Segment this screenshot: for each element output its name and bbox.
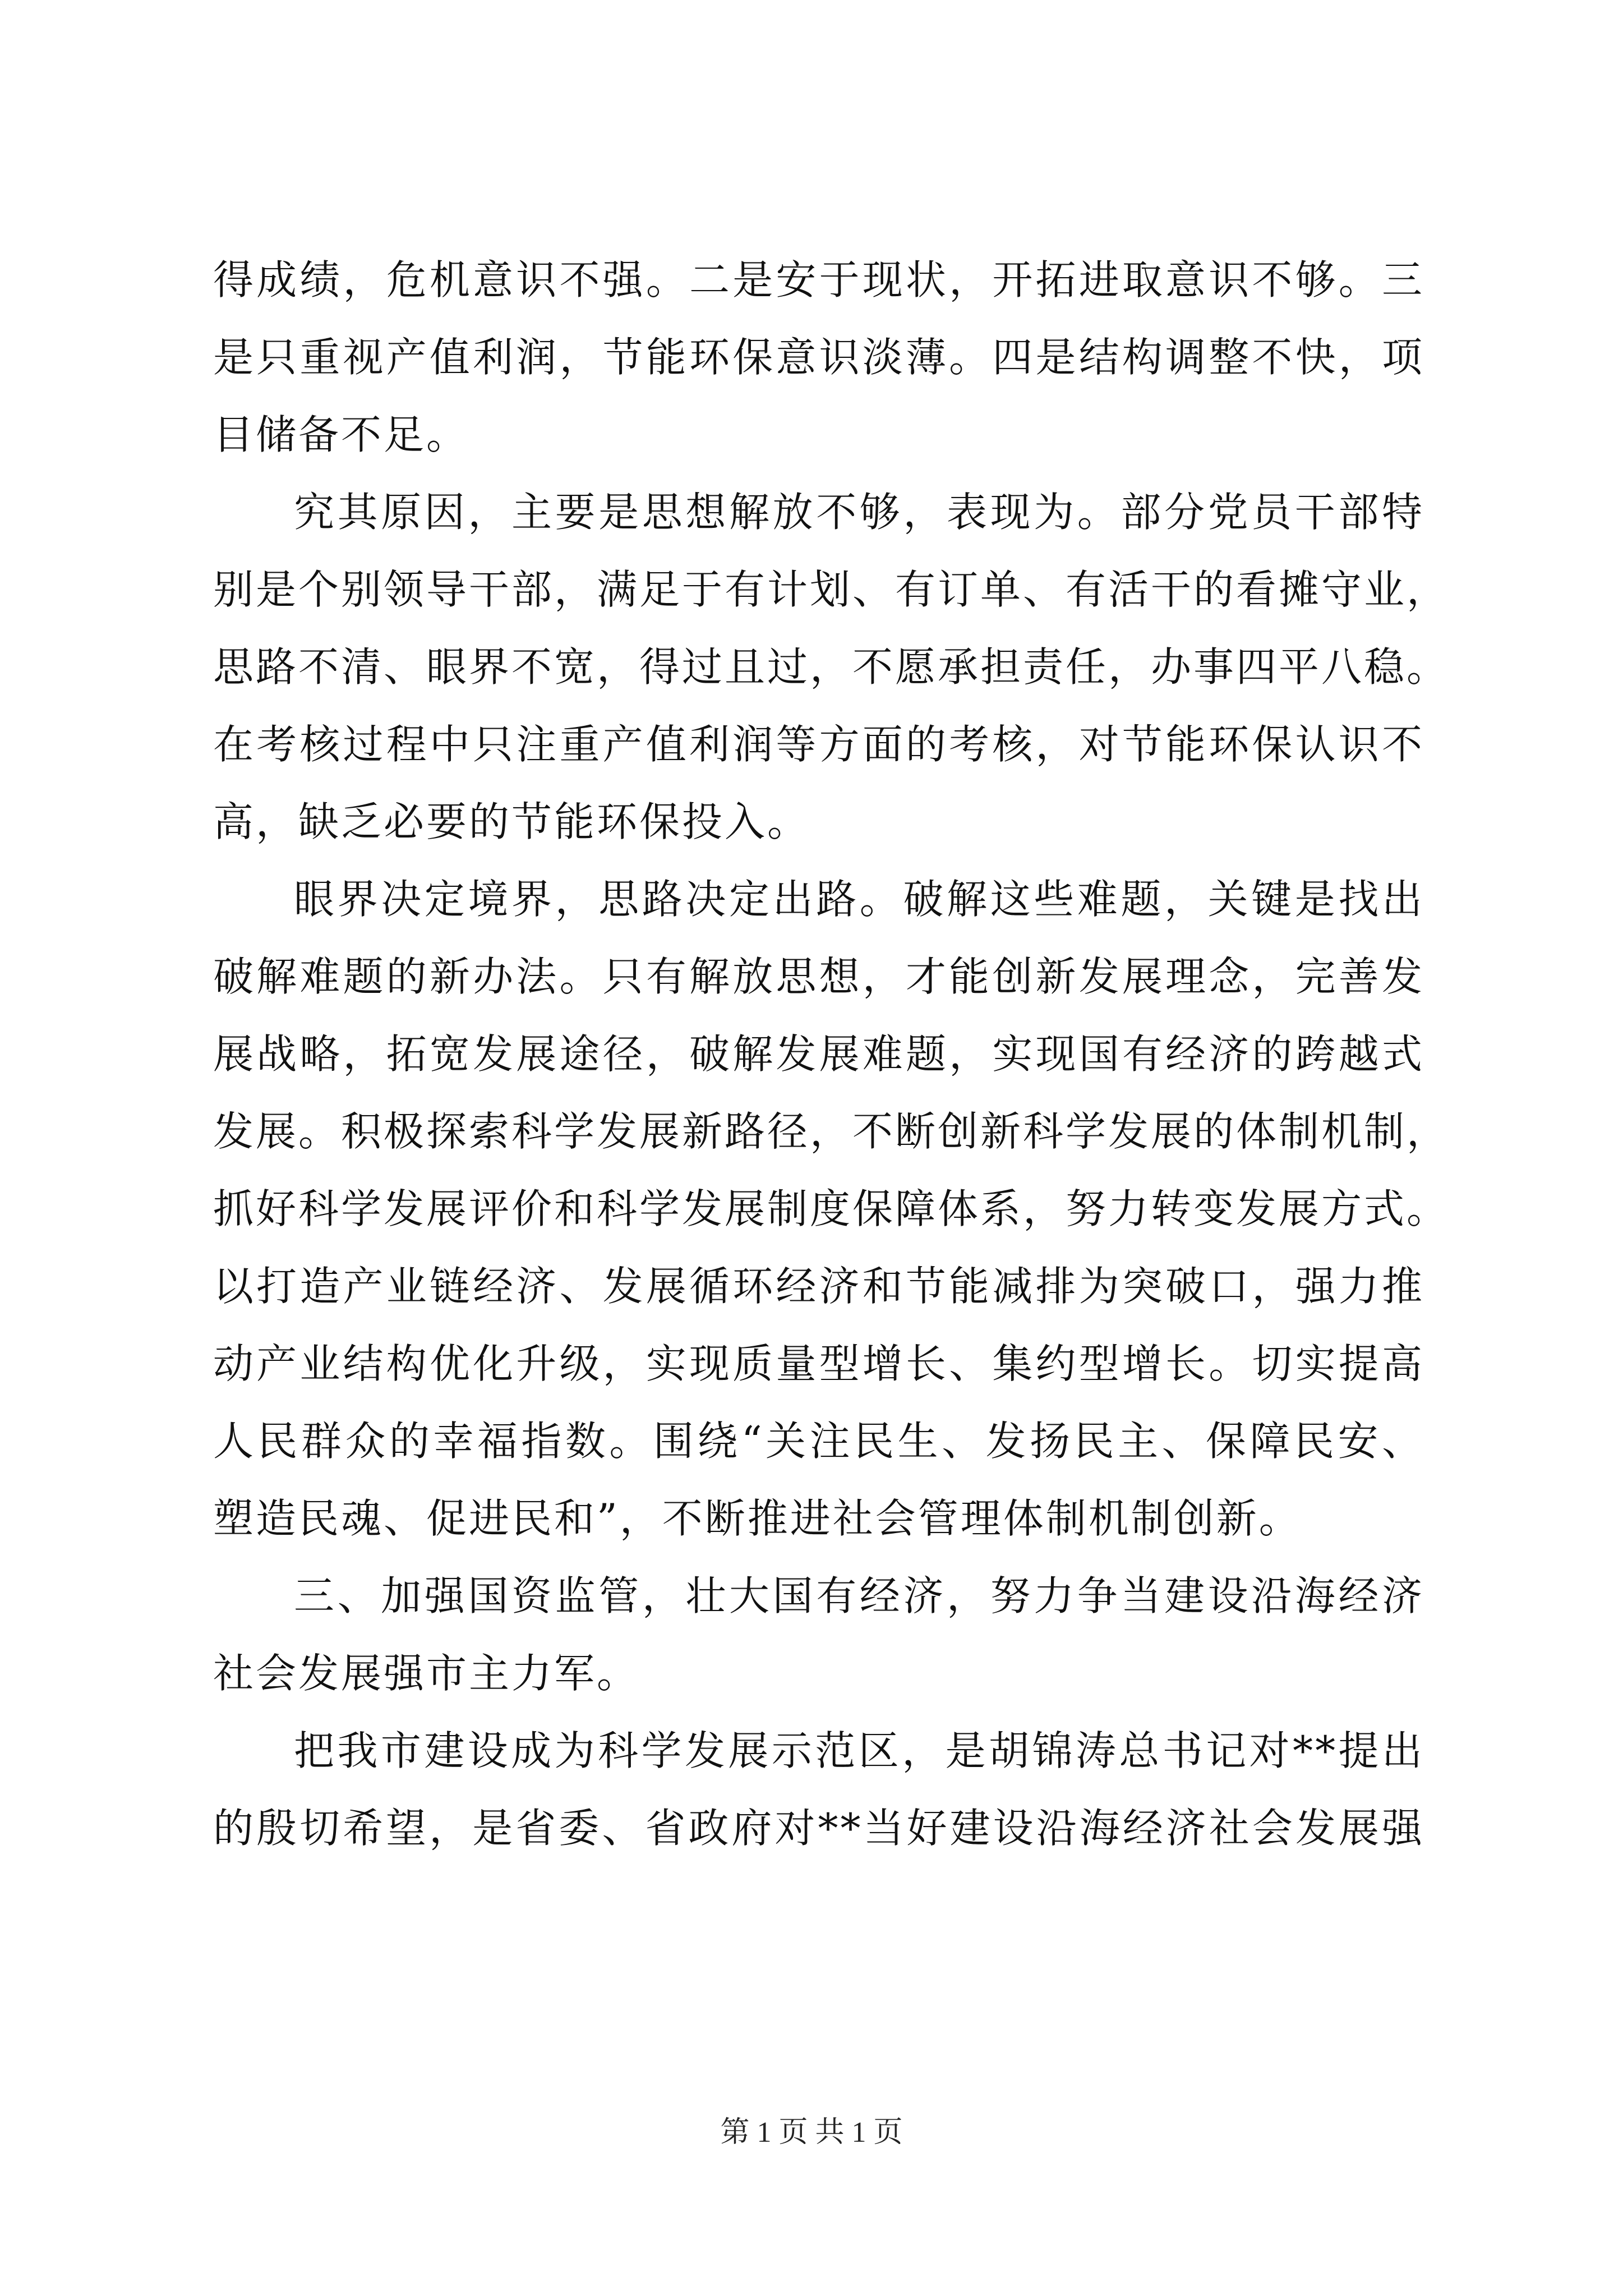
text-line: 人民群众的幸福指数。围绕“关注民生、发扬民主、保障民安、 — [213, 1418, 1424, 1465]
text-line: 抓好科学发展评价和科学发展制度保障体系，努力转变发展方式。 — [213, 1185, 1450, 1232]
text-line: 把我市建设成为科学发展示范区，是胡锦涛总书记对**提出 — [294, 1727, 1424, 1774]
text-line: 目储备不足。 — [213, 411, 469, 458]
text-line: 塑造民魂、促进民和”，不断推进社会管理体制机制创新。 — [213, 1495, 1302, 1542]
document-body — [213, 241, 1450, 1867]
text-line: 破解难题的新办法。只有解放思想，才能创新发展理念，完善发 — [213, 953, 1424, 1000]
text-line: 社会发展强市主力军。 — [213, 1650, 640, 1697]
text-line: 的殷切希望，是省委、省政府对**当好建设沿海经济社会发展强 — [213, 1805, 1424, 1852]
text-line: 思路不清、眼界不宽，得过且过，不愿承担责任，办事四平八稳。 — [213, 643, 1450, 691]
text-line: 动产业结构优化升级，实现质量型增长、集约型增长。切实提高 — [213, 1340, 1424, 1387]
text-line: 别是个别领导干部，满足于有计划、有订单、有活干的看摊守业， — [213, 566, 1450, 613]
text-line: 三、加强国资监管，壮大国有经济，努力争当建设沿海经济 — [294, 1572, 1424, 1619]
text-line: 眼界决定境界，思路决定出路。破解这些难题，关键是找出 — [294, 876, 1424, 923]
text-line: 高，缺乏必要的节能环保投入。 — [213, 798, 810, 845]
text-line: 展战略，拓宽发展途径，破解发展难题，实现国有经济的跨越式 — [213, 1030, 1424, 1078]
text-line: 是只重视产值利润，节能环保意识淡薄。四是结构调整不快，项 — [213, 334, 1424, 381]
paragraph — [213, 241, 1424, 473]
text-line: 究其原因，主要是思想解放不够，表现为。部分党员干部特 — [294, 489, 1424, 536]
paragraph — [213, 861, 1450, 1557]
page-number-footer: 第 1 页 共 1 页 — [720, 2116, 903, 2148]
paragraph — [213, 1557, 1424, 1712]
paragraph — [213, 1712, 1424, 1867]
text-line: 在考核过程中只注重产值利润等方面的考核，对节能环保认识不 — [213, 721, 1424, 768]
paragraph — [213, 473, 1450, 861]
text-line: 得成绩，危机意识不强。二是安于现状，开拓进取意识不够。三 — [213, 256, 1424, 303]
text-line: 发展。积极探索科学发展新路径，不断创新科学发展的体制机制， — [213, 1108, 1450, 1155]
text-line: 以打造产业链经济、发展循环经济和节能减排为突破口，强力推 — [213, 1263, 1424, 1310]
